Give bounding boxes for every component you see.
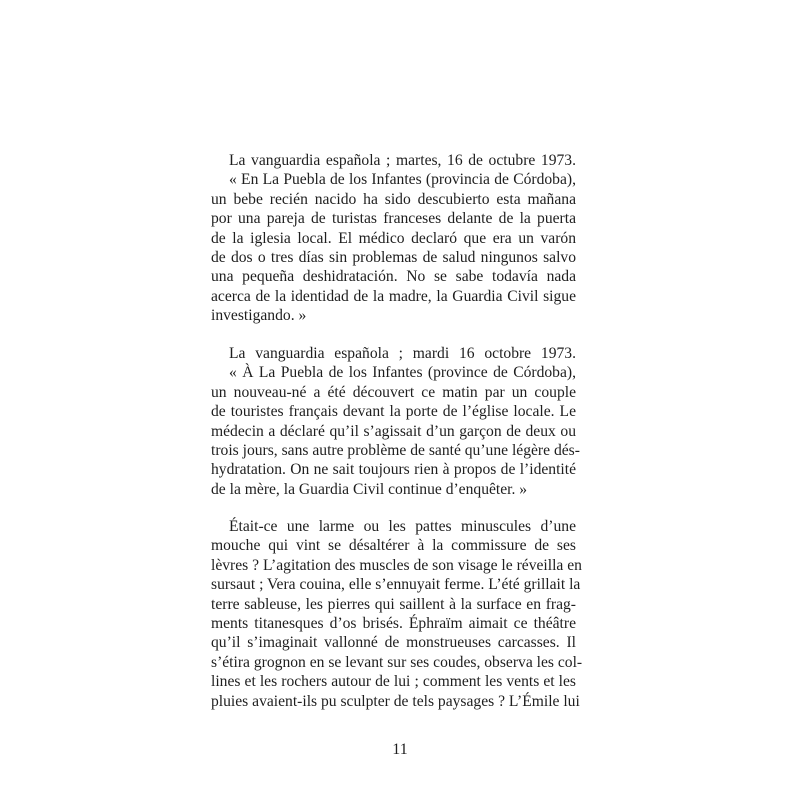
text-line: un nouveau-né a été découvert ce matin par un couple bbox=[211, 383, 576, 401]
text-line: sursaut ; Vera couina, elle s’ennuyait ferme. L’été grillait la bbox=[211, 576, 581, 594]
text-line: La vanguardia española ; martes, 16 de octubre 1973. bbox=[229, 152, 576, 169]
text-line: qu’il s’imaginait vallonné de monstrueuses carcasses. Il bbox=[211, 634, 576, 652]
page-number: 11 bbox=[392, 741, 408, 758]
text-line: de touristes français devant la porte de l’église locale. Le bbox=[211, 403, 576, 421]
text-line: por una pareja de turistas franceses delante de la puerta bbox=[211, 210, 576, 228]
text-line: ments titanesques d’os brisés. Éphraïm aimait ce théâtre bbox=[211, 615, 576, 633]
text-line: lines et les rochers autour de lui ; comment les vents et les bbox=[211, 673, 576, 691]
text-line: pluies avaient-ils pu sculpter de tels paysages ? L’Émile lui bbox=[211, 692, 580, 710]
text-line: « En La Puebla de los Infantes (provincia de Córdoba), bbox=[229, 171, 576, 189]
text-line: una pequeña deshidratación. No se sabe todavía nada bbox=[211, 268, 576, 286]
spanish-newspaper-excerpt bbox=[211, 151, 576, 326]
text-line: de la iglesia local. El médico declaró que era un varón bbox=[211, 229, 576, 247]
text-line: terre sableuse, les pierres qui saillent à la surface en frag- bbox=[211, 595, 576, 613]
text-line: mouche qui vint se désaltérer à la commissure de ses bbox=[211, 537, 576, 555]
text-line: un bebe recién nacido ha sido descubierto esta mañana bbox=[211, 190, 576, 208]
text-line: acerca de la identidad de la madre, la Guardia Civil sigue bbox=[211, 287, 576, 305]
text-line: lèvres ? L’agitation des muscles de son visage le réveilla en bbox=[211, 556, 582, 574]
text-line: investigando. » bbox=[211, 307, 307, 325]
french-translation-excerpt bbox=[211, 344, 580, 499]
text-line: de la mère, la Guardia Civil continue d’enquêter. » bbox=[211, 480, 528, 498]
text-line: hydratation. On ne sait toujours rien à propos de l’identité bbox=[211, 461, 576, 479]
narrative-paragraph bbox=[211, 517, 583, 711]
text-line: de dos o tres días sin problemas de salud ningunos salvo bbox=[211, 249, 576, 267]
text-line: trois jours, sans autre problème de santé qu’une légère dés- bbox=[211, 442, 580, 460]
text-line: s’étira grognon en se levant sur ses coudes, observa les col- bbox=[211, 653, 583, 671]
text-line: Était-ce une larme ou les pattes minuscules d’une bbox=[229, 518, 576, 535]
text-line: La vanguardia española ; mardi 16 octobre 1973. bbox=[229, 345, 576, 362]
text-line: médecin a déclaré qu’il s’agissait d’un garçon de deux ou bbox=[211, 422, 576, 440]
text-line: « À La Puebla de los Infantes (province de Córdoba), bbox=[229, 364, 576, 382]
